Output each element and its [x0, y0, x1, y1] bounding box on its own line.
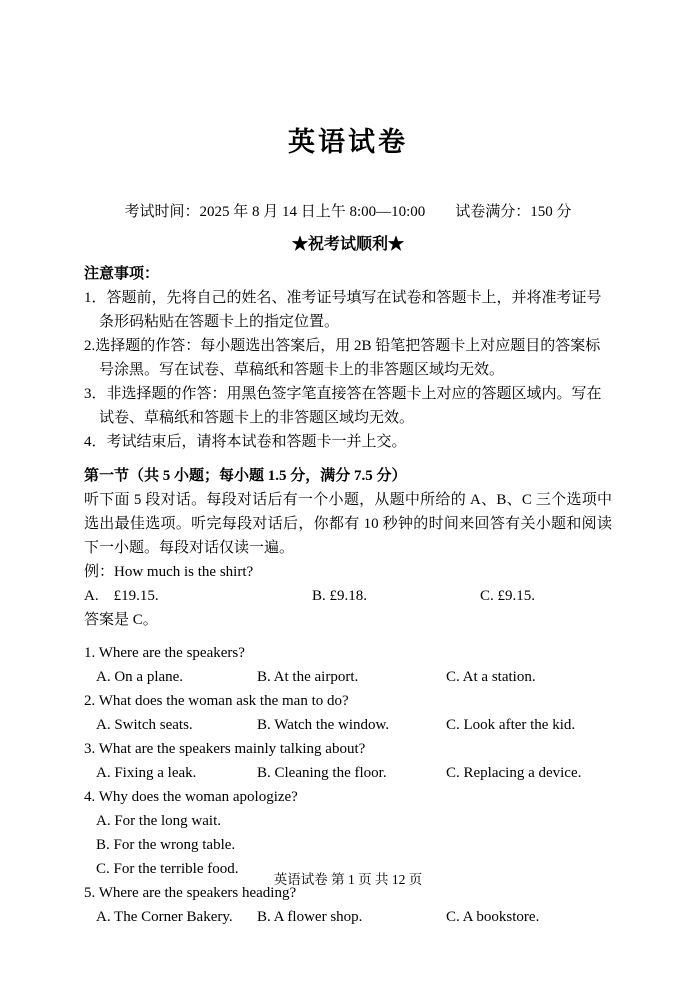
- question-option-a: A. For the long wait.: [96, 813, 221, 829]
- notice-item-4: 4．考试结束后，请将本试卷和答题卡一并上交。: [84, 434, 407, 450]
- question-text: 5. Where are the speakers heading?: [84, 885, 297, 901]
- example-option-a: A. £19.15.: [84, 588, 159, 604]
- question-2-options: [84, 713, 612, 737]
- example-answer: 答案是 C。: [84, 612, 158, 628]
- section-heading: 第一节（共 5 小题；每小题 1.5 分，满分 7.5 分）: [84, 468, 407, 484]
- question-option-a: A. Switch seats.: [96, 717, 193, 733]
- question-option-c: C. At a station.: [446, 669, 536, 685]
- question-1-options: [84, 665, 612, 689]
- question-option-b: B. Cleaning the floor.: [257, 765, 387, 781]
- notice-item-3: 3．非选择题的作答：用黑色签字笔直接答在答题卡上对应的答题区域内。写在试卷、草稿纸和答题卡上的非答题区域均无效。: [84, 386, 602, 426]
- notice-item-1: 1．答题前，先将自己的姓名、准考证号填写在试卷和答题卡上，并将准考证号条形码粘贴在答题卡上的指定位置。: [84, 290, 602, 330]
- page-footer: 英语试卷 第 1 页 共 12 页: [273, 872, 423, 887]
- question-option-c: C. Replacing a device.: [446, 765, 582, 781]
- question-text: 4. Why does the woman apologize?: [84, 789, 298, 805]
- page-title: 英语试卷: [288, 127, 408, 157]
- question-5-options: [84, 905, 612, 929]
- example-options-row: [84, 584, 612, 608]
- question-1: [84, 641, 612, 689]
- question-option-c: C. For the terrible food.: [96, 861, 239, 877]
- exam-info-line: 考试时间：2025 年 8 月 14 日上午 8:00—10:00 试卷满分：150 分: [124, 204, 572, 220]
- notice-item-2: 2.选择题的作答：每小题选出答案后，用 2B 铅笔把答题卡上对应题目的答案标号涂黑。写在试卷、草稿纸和答题卡上的非答题区域均无效。: [84, 338, 601, 378]
- question-text: 1. Where are the speakers?: [84, 645, 245, 661]
- question-option-a: A. Fixing a leak.: [96, 765, 197, 781]
- example-option-b: B. £9.18.: [312, 588, 368, 604]
- question-4: [84, 785, 612, 881]
- question-option-a: A. The Corner Bakery.: [96, 909, 233, 925]
- question-option-b: B. For the wrong table.: [96, 837, 236, 853]
- question-option-a: A. On a plane.: [96, 669, 184, 685]
- question-3: [84, 737, 612, 785]
- question-text: 3. What are the speakers mainly talking about?: [84, 741, 366, 757]
- question-3-options: [84, 761, 612, 785]
- question-option-b: B. At the airport.: [257, 669, 359, 685]
- example-question: 例：How much is the shirt?: [84, 564, 254, 580]
- section-instructions: 听下面 5 段对话。每段对话后有一个小题，从题中所给的 A、B、C 三个选项中选出最佳选项。听完每段对话后，你都有 10 秒钟的时间来回答有关小题和阅读下一小题。每段对话仅读一遍。: [84, 492, 612, 556]
- question-option-c: C. Look after the kid.: [446, 717, 576, 733]
- question-option-c: C. A bookstore.: [446, 909, 540, 925]
- example-option-c: C. £9.15.: [480, 588, 536, 604]
- exam-wish-line: ★祝考试顺利★: [291, 236, 404, 253]
- question-option-b: B. A flower shop.: [257, 909, 363, 925]
- question-option-b: B. Watch the window.: [257, 717, 390, 733]
- notice-heading: 注意事项：: [84, 266, 160, 282]
- question-text: 2. What does the woman ask the man to do?: [84, 693, 349, 709]
- question-2: [84, 689, 612, 737]
